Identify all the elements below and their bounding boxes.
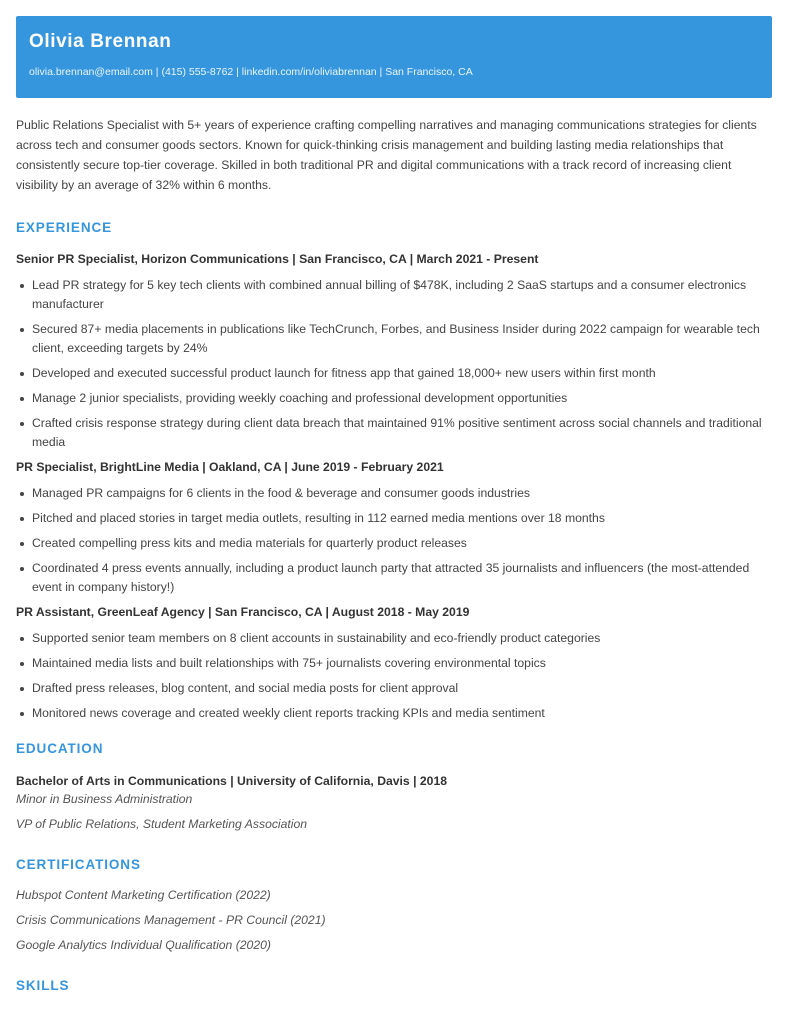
list-item: Crafted crisis response strategy during client data breach that maintained 91% positive sentiment across social channels and traditional media: [16, 414, 772, 452]
job-entry: [16, 603, 772, 723]
minor: Minor in Business Administration: [16, 792, 193, 806]
list-item: Drafted press releases, blog content, and social media posts for client approval: [16, 679, 772, 698]
list-item: Maintained media lists and built relationships with 75+ journalists covering environmental topics: [16, 654, 772, 673]
list-item: Manage 2 junior specialists, providing weekly coaching and professional development opportunities: [16, 389, 772, 408]
contact-info: olivia.brennan@email.com | (415) 555-8762 | linkedin.com/in/oliviabrennan | San Francisco, CA: [29, 66, 473, 78]
job-entry: [16, 250, 772, 452]
list-item: Lead PR strategy for 5 key tech clients with combined annual billing of $478K, including 2 SaaS startups and a consumer electronics manufacturer: [16, 276, 772, 314]
activity: VP of Public Relations, Student Marketing Association: [16, 817, 308, 831]
certification-item: Google Analytics Individual Qualification (2020): [16, 938, 271, 952]
skills-heading: SKILLS: [16, 978, 70, 993]
resume-header: [16, 16, 772, 98]
list-item: Secured 87+ media placements in publications like TechCrunch, Forbes, and Business Insider during 2022 campaign for wearable tech client, exceeding targets by 24%: [16, 320, 772, 358]
job-heading: PR Specialist, BrightLine Media | Oakland, CA | June 2019 - February 2021: [16, 460, 444, 474]
job-heading: PR Assistant, GreenLeaf Agency | San Francisco, CA | August 2018 - May 2019: [16, 605, 470, 619]
candidate-name: Olivia Brennan: [29, 31, 172, 52]
list-item: Developed and executed successful product launch for fitness app that gained 18,000+ new users within first month: [16, 364, 772, 383]
certification-item: Crisis Communications Management - PR Council (2021): [16, 913, 326, 927]
education-heading: EDUCATION: [16, 741, 104, 756]
job-bullets: [16, 484, 772, 597]
list-item: Pitched and placed stories in target media outlets, resulting in 112 earned media mentions over 18 months: [16, 509, 772, 528]
list-item: Supported senior team members on 8 client accounts in sustainability and eco-friendly product categories: [16, 629, 772, 648]
degree: Bachelor of Arts in Communications | University of California, Davis | 2018: [16, 774, 448, 788]
resume-body: [16, 115, 772, 995]
list-item: Managed PR campaigns for 6 clients in the food & beverage and consumer goods industries: [16, 484, 772, 503]
list-item: Monitored news coverage and created weekly client reports tracking KPIs and media sentiment: [16, 704, 772, 723]
job-bullets: [16, 629, 772, 723]
professional-summary: Public Relations Specialist with 5+ years of experience crafting compelling narratives and managing communications strategies for clients across tech and consumer goods sectors. Known for quick-thinking crisis management and building lasting media relationships that consistently secure top-tier coverage. Skilled in both traditional PR and digital communications with a track record of increasing client visibility by an average of 32% within 6 months.: [16, 118, 757, 192]
certifications-heading: CERTIFICATIONS: [16, 857, 141, 872]
job-bullets: [16, 276, 772, 452]
job-entry: [16, 458, 772, 597]
list-item: Coordinated 4 press events annually, including a product launch party that attracted 35 journalists and influencers (the most-attended event in company history!): [16, 559, 772, 597]
experience-heading: EXPERIENCE: [16, 220, 113, 235]
list-item: Created compelling press kits and media materials for quarterly product releases: [16, 534, 772, 553]
job-heading: Senior PR Specialist, Horizon Communications | San Francisco, CA | March 2021 - Present: [16, 252, 539, 266]
certification-item: Hubspot Content Marketing Certification (2022): [16, 888, 271, 902]
